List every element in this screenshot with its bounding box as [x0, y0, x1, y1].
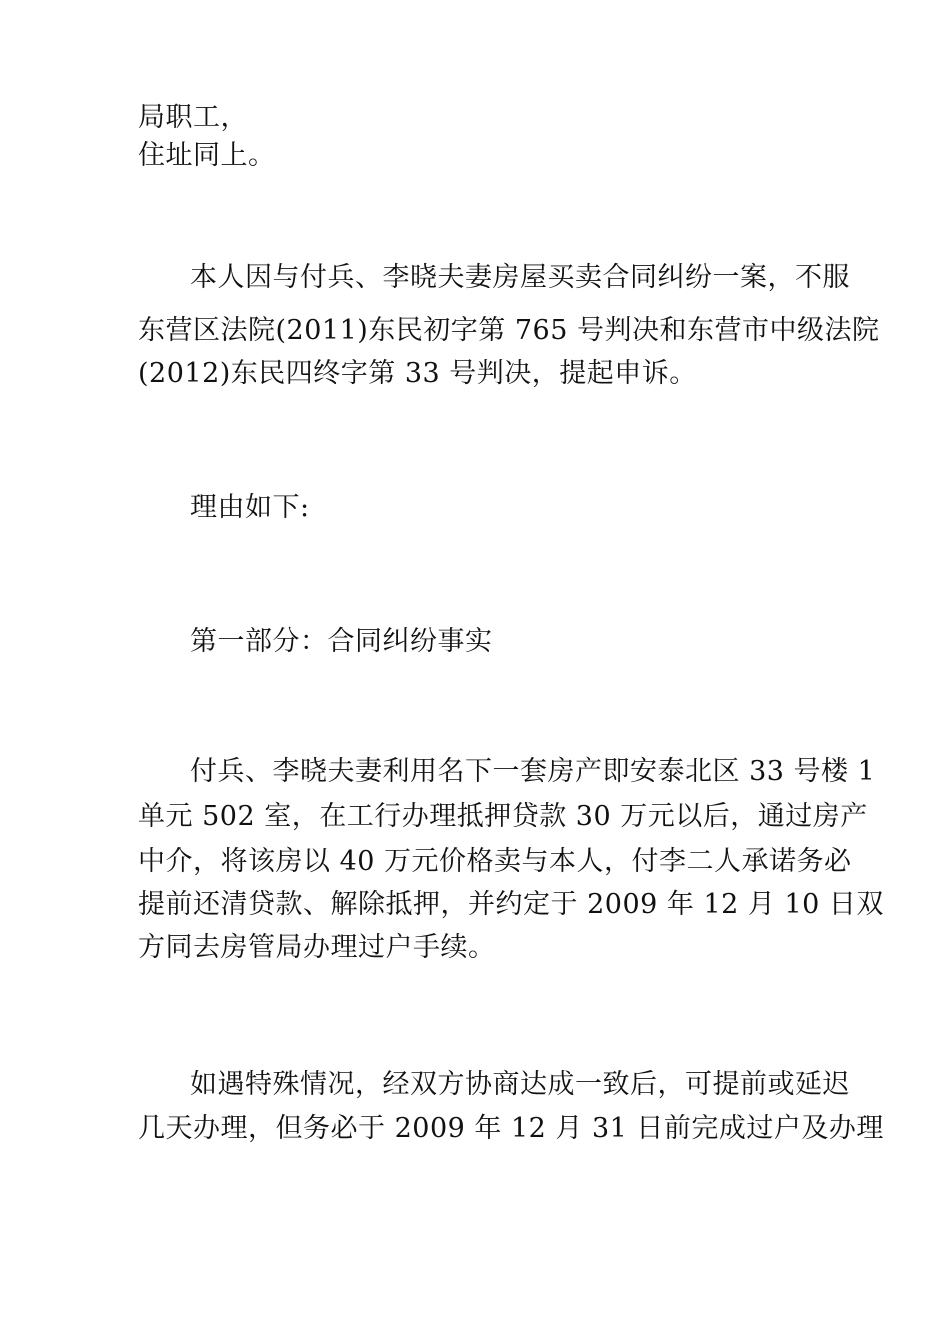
- paragraph-line: 东营区法院(2011)东民初字第 765 号判决和东营市中级法院: [138, 315, 880, 346]
- paragraph-line: (2012)东民四终字第 33 号判决，提起申诉。: [138, 358, 697, 389]
- paragraph-line: 如遇特殊情况，经双方协商达成一致后，可提前或延迟: [190, 1069, 850, 1100]
- paragraph-line: 本人因与付兵、李晓夫妻房屋买卖合同纠纷一案，不服: [190, 262, 850, 293]
- paragraph-line: 中介，将该房以 40 万元价格卖与本人，付李二人承诺务必: [138, 846, 852, 877]
- paragraph-line: 付兵、李晓夫妻利用名下一套房产即安泰北区 33 号楼 1: [190, 756, 876, 787]
- paragraph-line: 单元 502 室，在工行办理抵押贷款 30 万元以后，通过房产: [138, 801, 868, 832]
- text-line: 住址同上。: [138, 140, 276, 171]
- paragraph-line: 提前还清贷款、解除抵押，并约定于 2009 年 12 月 10 日双: [138, 889, 884, 920]
- reason-heading: 理由如下:: [190, 492, 310, 523]
- text-line: 局职工，: [138, 102, 248, 133]
- section-heading: 第一部分：合同纠纷事实: [190, 626, 493, 657]
- paragraph-line: 几天办理，但务必于 2009 年 12 月 31 日前完成过户及办理: [138, 1113, 884, 1144]
- paragraph-line: 方同去房管局办理过户手续。: [138, 932, 496, 963]
